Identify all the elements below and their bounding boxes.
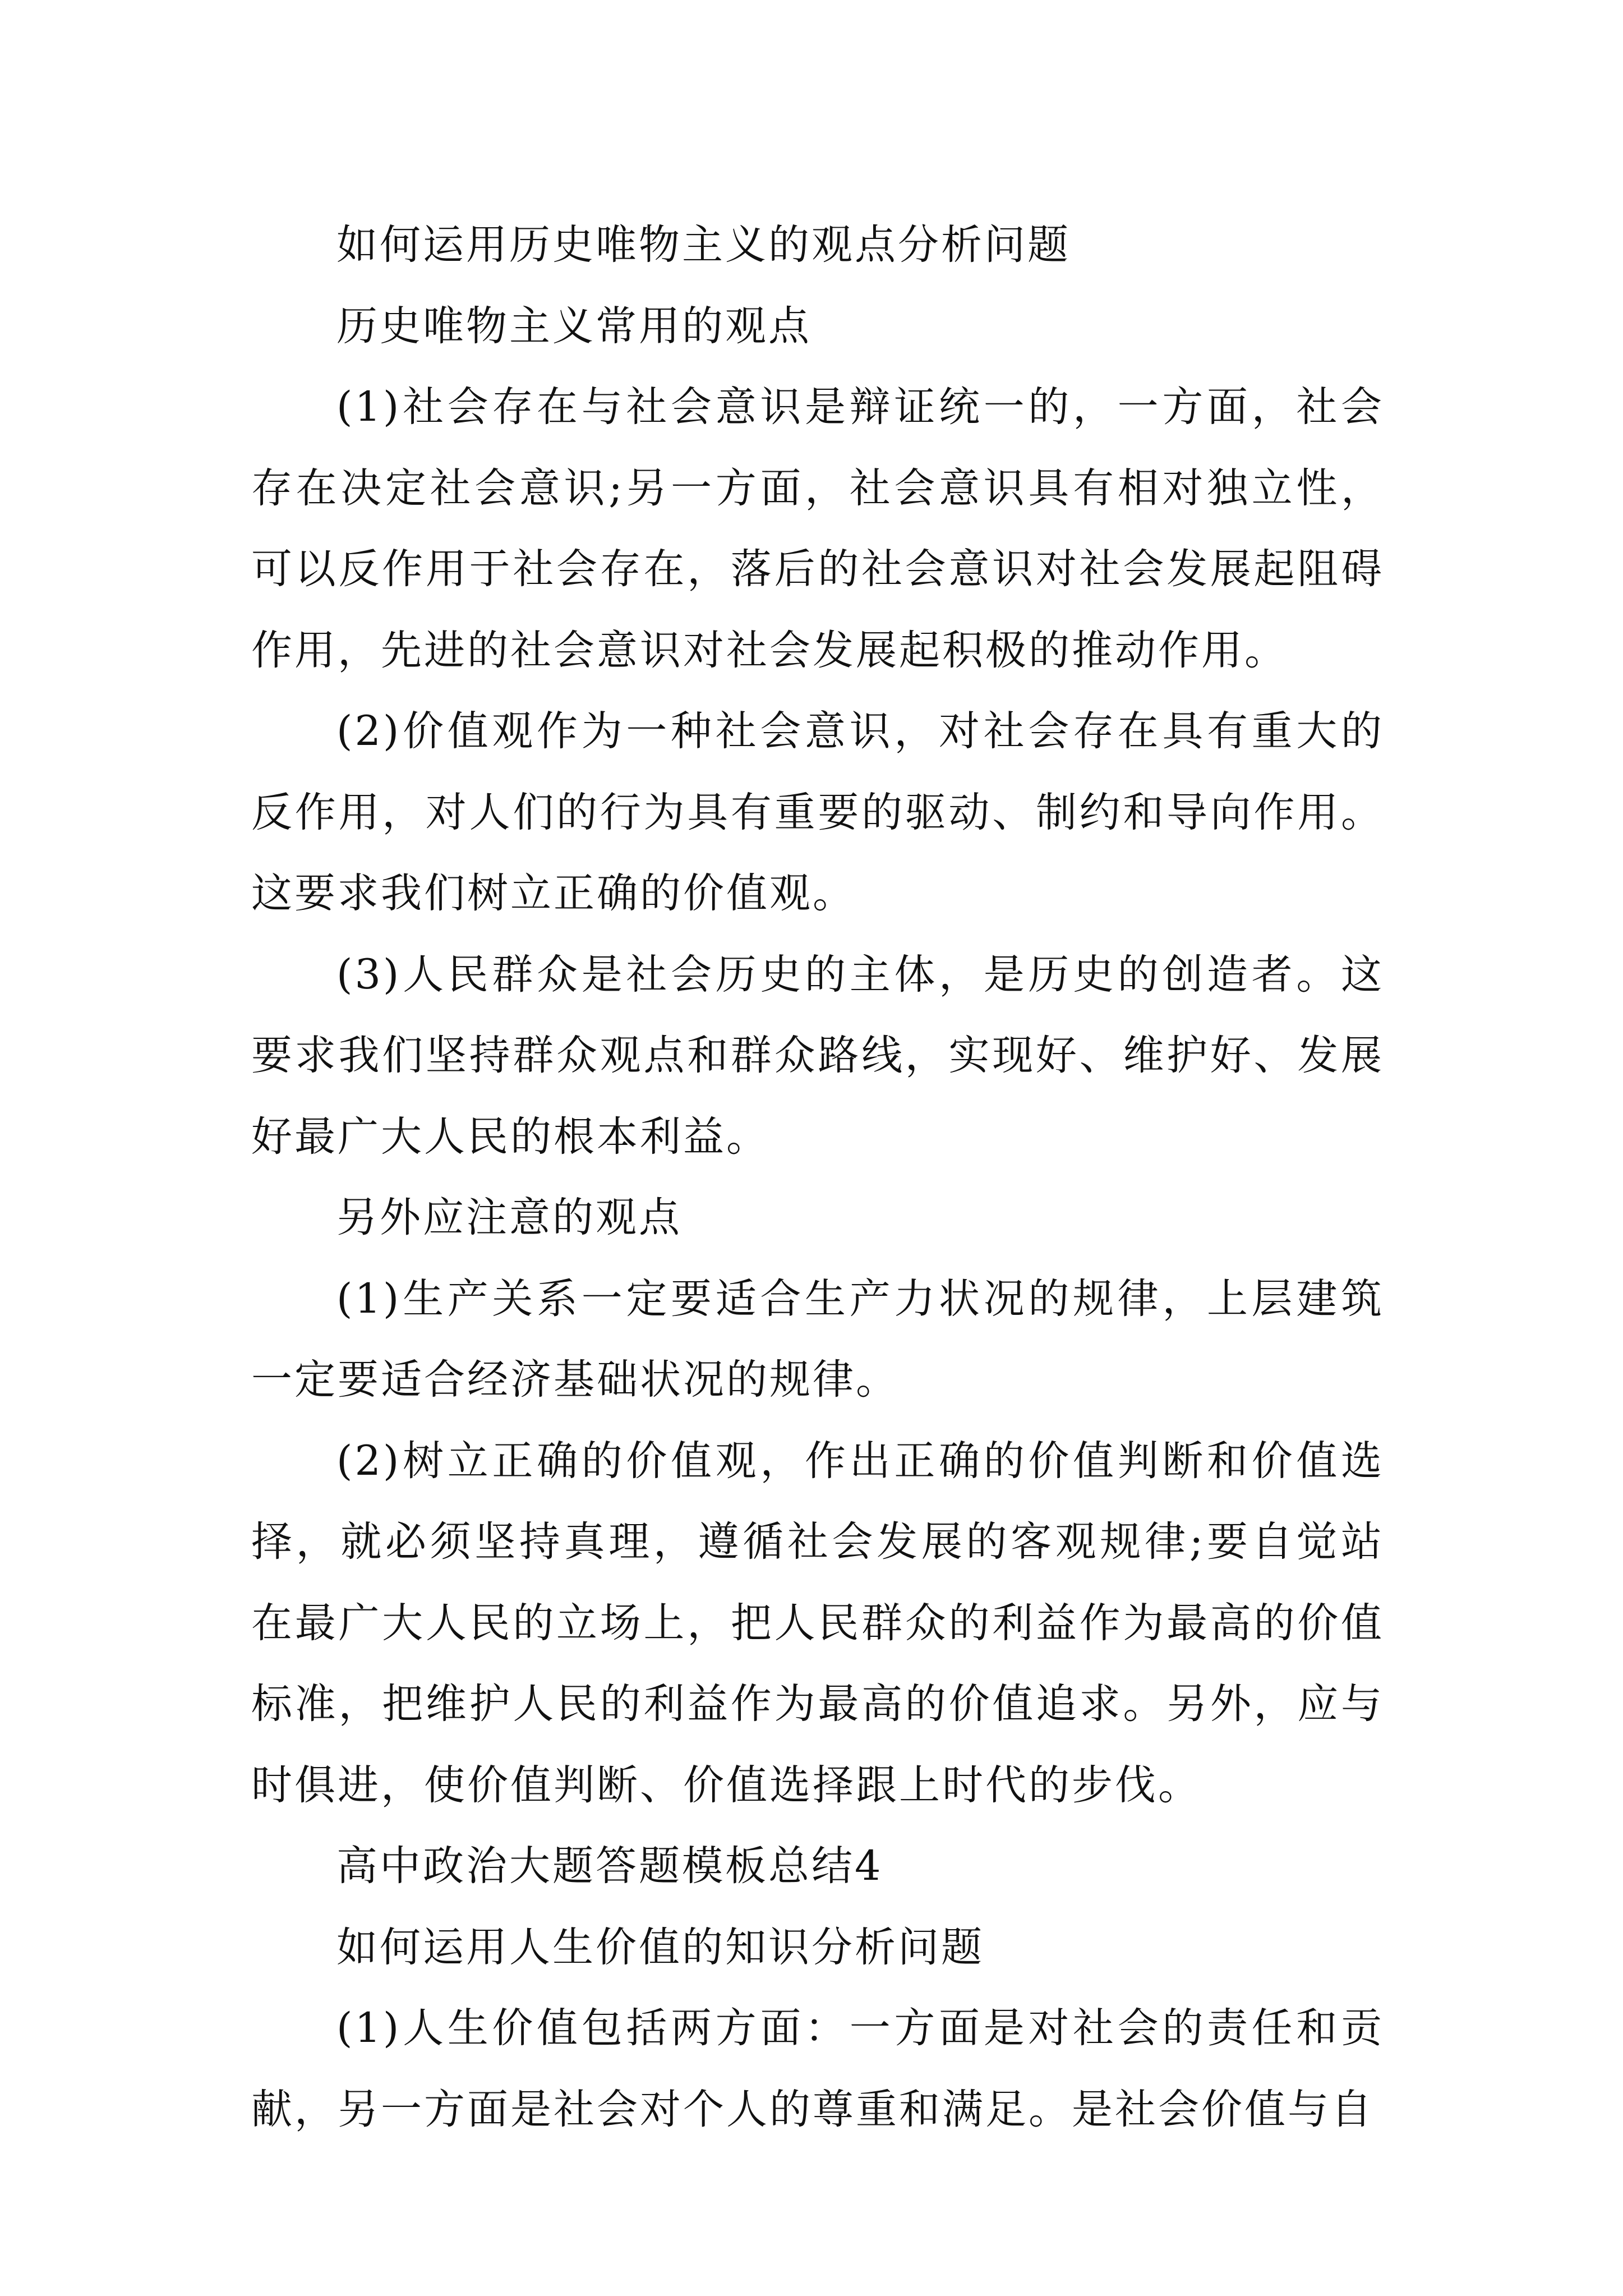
paragraph-point-1: (1)社会存在与社会意识是辩证统一的，一方面，社会存在决定社会意识;另一方面，社会意识具有相对独立性，可以反作用于社会存在，落后的社会意识对社会发展起阻碍作用，先进的社会意识对社会发展起积极的推动作用。 (251, 383, 1384, 674)
subheading-other-viewpoints: 另外应注意的观点 (336, 1194, 682, 1241)
paragraph-point-2: (2)价值观作为一种社会意识，对社会存在具有重大的反作用，对人们的行为具有重要的驱动、制约和导向作用。这要求我们树立正确的价值观。 (251, 707, 1384, 917)
paragraph-other-point-1: (1)生产关系一定要适合生产力状况的规律，上层建筑一定要适合经济基础状况的规律。 (251, 1274, 1384, 1404)
paragraph-other-point-2: (2)树立正确的价值观，作出正确的价值判断和价值选择，就必须坚持真理，遵循社会发展的客观规律;要自觉站在最广大人民的立场上，把人民群众的利益作为最高的价值标准，把维护人民的利益作为最高的价值追求。另外，应与时俱进，使价值判断、价值选择跟上时代的步伐。 (251, 1437, 1384, 1809)
document-body (251, 205, 1384, 2150)
heading-historical-materialism-analysis: 如何运用历史唯物主义的观点分析问题 (336, 221, 1071, 269)
section-title-template-summary-4: 高中政治大题答题模板总结4 (336, 1842, 883, 1890)
paragraph-life-value-point-1: (1)人生价值包括两方面：一方面是对社会的责任和贡献，另一方面是社会对个人的尊重和满足。是社会价值与自 (251, 2004, 1384, 2133)
subheading-common-viewpoints: 历史唯物主义常用的观点 (336, 302, 811, 350)
paragraph-point-3: (3)人民群众是社会历史的主体，是历史的创造者。这要求我们坚持群众观点和群众路线，实现好、维护好、发展好最广大人民的根本利益。 (251, 950, 1384, 1161)
heading-life-value-analysis: 如何运用人生价值的知识分析问题 (336, 1923, 984, 1971)
